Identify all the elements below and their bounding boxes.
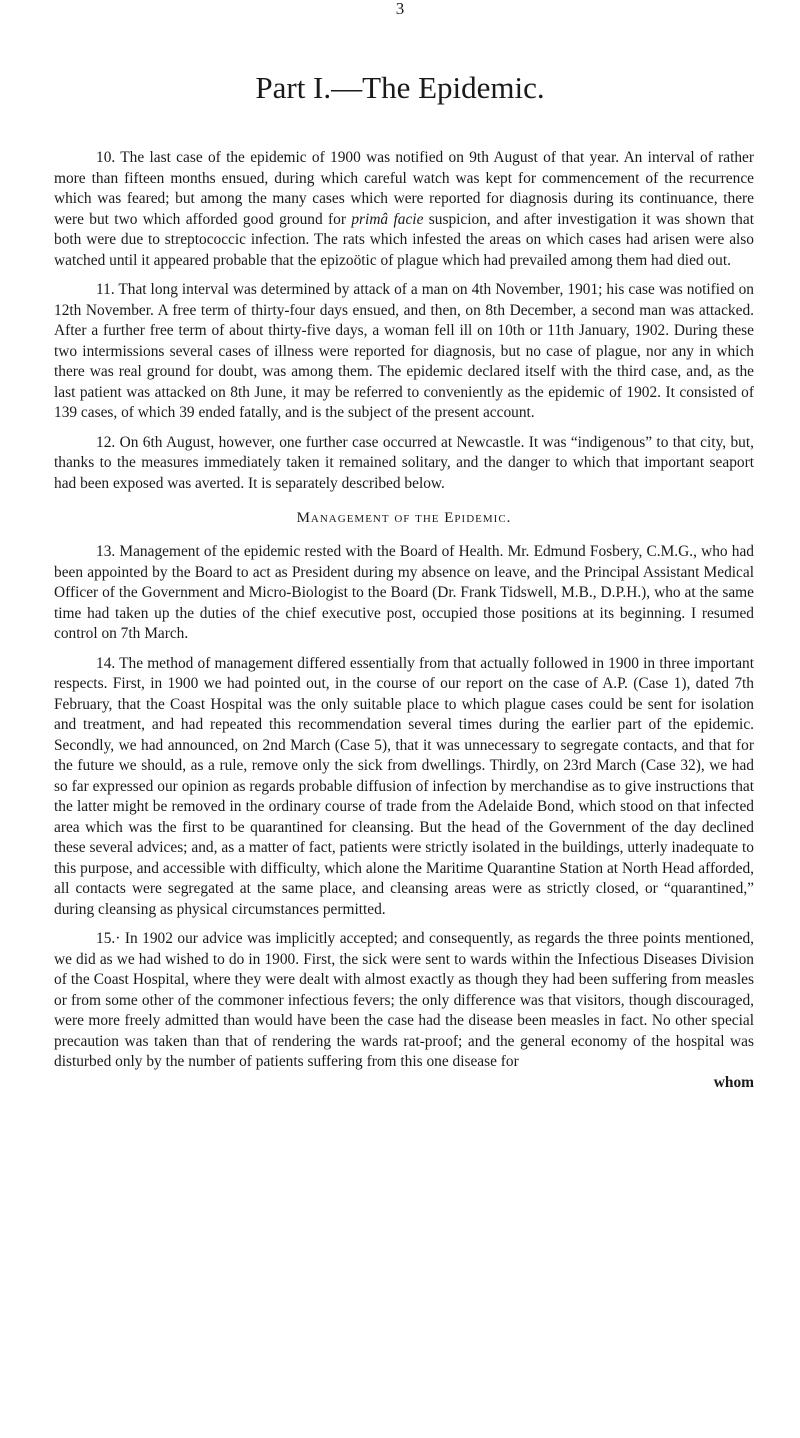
paragraph-10	[54, 148, 754, 271]
paragraph-text: suspicion, and after investigation it was shown that both were due to streptococcic infection. The rats which infested the areas on which cases had arisen were also watched until it appeared probable that the epizoötic of plague which had prevailed among them had died out.	[54, 210, 754, 269]
part-title: Part I.—The Epidemic.	[255, 70, 545, 105]
paragraph-12: 12. On 6th August, however, one further case occurred at Newcastle. It was “indigenous” to that city, but, thanks to the measures immediately taken it remained solitary, and the danger to which that important seaport had been exposed was averted. It is separately described below.	[54, 433, 754, 492]
italic-phrase: primâ facie	[351, 210, 424, 228]
section-heading: Management of the Epidemic.	[296, 510, 512, 526]
body-text	[54, 148, 754, 1093]
paragraph-11: 11. That long interval was determined by attack of a man on 4th November, 1901; his case was notified on 12th November. A free term of thirty-four days ensued, and then, on 8th December, a second man was attacked. After a further free term of about thirty-five days, a woman fell ill on 10th or 11th January, 1902. During these two intermissions several cases of illness were reported for diagnosis, but no case of plague, nor any in which there was real ground for doubt, was among them. The epidemic declared itself with the third case, and, as the last patient was attacked on 8th June, it may be referred to conveniently as the epidemic of 1902. It consisted of 139 cases, of which 39 ended fatally, and is the subject of the present account.	[54, 281, 754, 421]
paragraph-14: 14. The method of management differed essentially from that actually followed in 1900 in three important respects. First, in 1900 we had pointed out, in the course of our report on the case of A.P. (Case 1), dated 7th February, that the Coast Hospital was the only suitable place to which plague cases could be sent for isolation and treatment, and had repeated this recommendation several times during the earlier part of the epidemic. Secondly, we had announced, on 2nd March (Case 5), that it was unnecessary to segregate contacts, and that for the future we should, as a rule, remove only the sick from dwellings. Thirdly, on 23rd March (Case 32), we had so far expressed our opinion as regards probable diffusion of infection by merchandise as to give instructions that the latter might be removed in the ordinary course of trade from the Adelaide Bond, which stood on that infected area which was the first to be quarantined for cleansing. But the head of the Government of the day declined these several advices; and, as a matter of fact, patients were strictly isolated in the buildings, utterly inadequate to this purpose, and accessible with difficulty, which alone the Maritime Quarantine Station at North Head afforded, all contacts were segregated at the same place, and cleansing areas were as strictly closed, or “quarantined,” during cleansing as physical circumstances permitted.	[54, 654, 754, 918]
paragraph-15: 15.· In 1902 our advice was implicitly accepted; and consequently, as regards the three points mentioned, we did as we had wished to do in 1900. First, the sick were sent to wards within the Infectious Diseases Division of the Coast Hospital, where they were dealt with almost exactly as though they had been suffering from measles or from some other of the commoner infectious fevers; the only difference was that visitors, though discouraged, were more freely admitted than would have been the case had the disease been measles in fact. No other special precaution was taken than that of rendering the wards rat-proof; and the general economy of the hospital was disturbed only by the number of patients suffering from this one disease for	[54, 930, 754, 1070]
paragraph-text: 10. The last case of the epidemic of 1900 was notified on 9th August of that year. An interval of rather more than fifteen months ensued, during which careful watch was kept for commencement of the recurrence which was feared; but among the many cases which were reported for diagnosis during its continuance, there were but two which afforded good ground for	[54, 149, 754, 228]
paragraph-13: 13. Management of the epidemic rested with the Board of Health. Mr. Edmund Fosbery, C.M.G., who had been appointed by the Board to act as President during my absence on leave, and the Principal Assistant Medical Officer of the Government and Micro-Biologist to the Board (Dr. Frank Tidswell, M.B., D.P.H.), who at the same time had taken up the duties of the chief executive post, occupied those positions at its beginning. I resumed control on 7th March.	[54, 543, 754, 642]
page-number: 3	[395, 0, 405, 18]
catchword: whom	[713, 1073, 754, 1091]
